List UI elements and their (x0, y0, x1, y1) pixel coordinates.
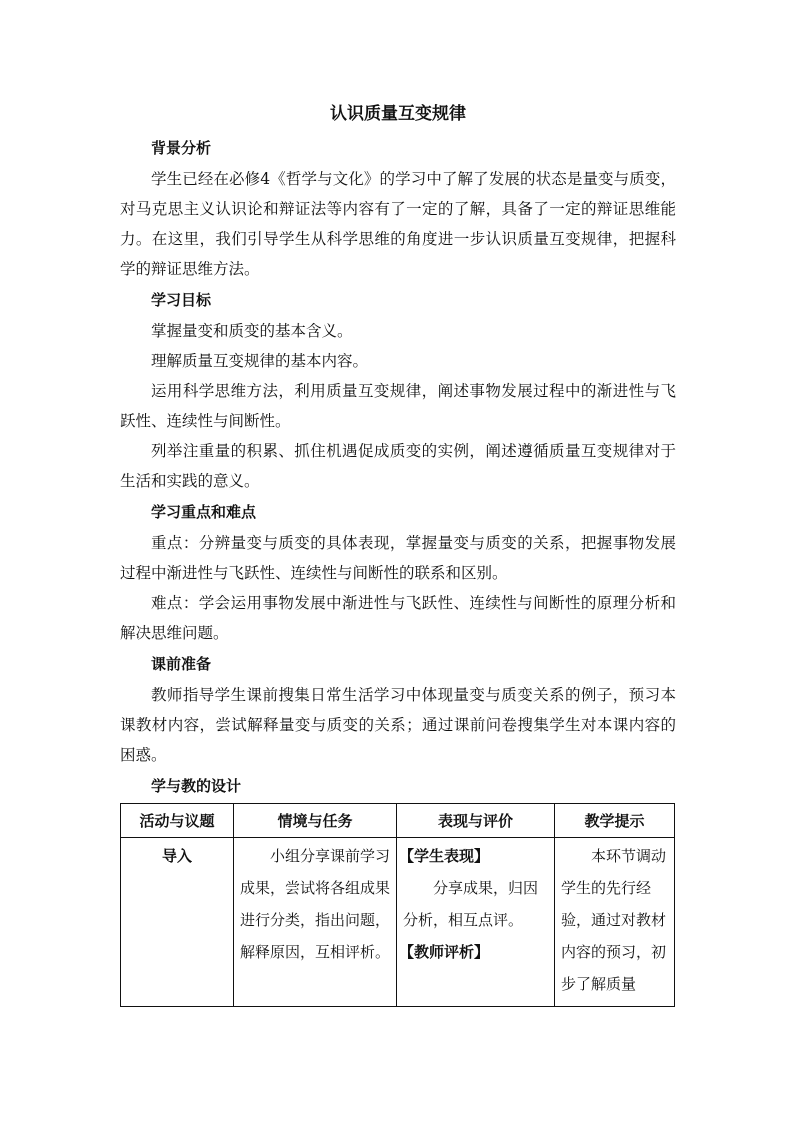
objective-item: 掌握量变和质变的基本含义。 (151, 322, 353, 340)
section-heading-background: 背景分析 (151, 139, 212, 157)
objective-item: 运用科学思维方法，利用质量互变规律，阐述事物发展过程中的渐进性与飞跃性、连续性与间断性。 (120, 382, 676, 430)
hint-text: 本环节调动学生的先行经验，通过对教材内容的预习，初步了解质量 (561, 847, 667, 993)
difficulty-paragraph: 难点：学会运用事物发展中渐进性与飞跃性、连续性与间断性的原理分析和解决思维问题。 (120, 594, 676, 642)
key-point-paragraph: 重点：分辨量变与质变的具体表现，掌握量变与质变的关系，把握事物发展过程中渐进性与飞跃性、连续性与间断性的联系和区别。 (120, 534, 676, 582)
section-heading-preparation: 课前准备 (151, 655, 212, 673)
student-performance-label: 【学生表现】 (399, 847, 490, 865)
student-performance-text: 分享成果，归因分析，相互点评。 (403, 879, 539, 929)
document-page (120, 96, 676, 1007)
document-title: 认识质量互变规律 (330, 104, 466, 124)
objective-item: 列举注重量的积累、抓住机遇促成质变的实例，阐述遵循质量互变规律对于生活和实践的意义。 (120, 442, 676, 490)
column-header-hint: 教学提示 (555, 804, 675, 838)
evaluation-cell (397, 838, 555, 1007)
column-header-evaluation: 表现与评价 (397, 804, 555, 838)
hint-cell (555, 838, 675, 1007)
objective-item: 理解质量互变规律的基本内容。 (151, 352, 369, 370)
column-header-task: 情境与任务 (234, 804, 397, 838)
task-cell (234, 838, 397, 1007)
section-heading-objectives: 学习目标 (151, 291, 212, 309)
section-heading-design: 学与教的设计 (151, 777, 242, 795)
column-header-activity: 活动与议题 (121, 804, 234, 838)
design-table (120, 803, 675, 1007)
table-row (121, 838, 675, 1007)
preparation-paragraph: 教师指导学生课前搜集日常生活学习中体现量变与质变关系的例子，预习本课教材内容，尝试解释量变与质变的关系；通过课前问卷搜集学生对本课内容的困惑。 (120, 686, 676, 764)
task-text: 小组分享课前学习成果，尝试将各组成果进行分类，指出问题，解释原因，互相评析。 (240, 847, 391, 961)
teacher-evaluation-label: 【教师评析】 (399, 943, 490, 961)
table-header-row (121, 804, 675, 838)
section-heading-key-points: 学习重点和难点 (151, 503, 257, 521)
background-paragraph: 学生已经在必修4《哲学与文化》的学习中了解了发展的状态是量变与质变，对马克思主义认识论和辩证法等内容有了一定的了解，具备了一定的辩证思维能力。在这里，我们引导学生从科学思维的角度进一步认识质量互变规律，把握科学的辩证思维方法。 (120, 170, 676, 278)
activity-cell: 导入 (121, 838, 234, 1007)
